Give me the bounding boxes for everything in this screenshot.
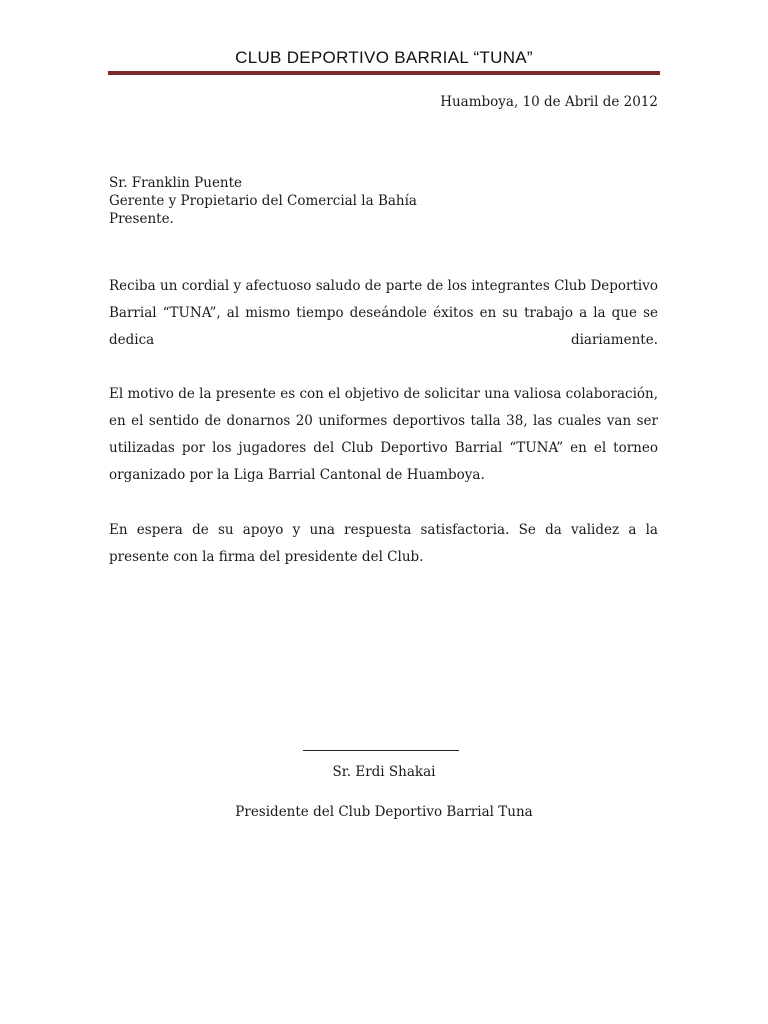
recipient-position: Gerente y Propietario del Comercial la Bahía: [109, 193, 417, 209]
recipient-name: Sr. Franklin Puente: [109, 175, 243, 191]
signature-line: [303, 750, 459, 751]
letterhead-title: CLUB DEPORTIVO BARRIAL “TUNA”: [235, 48, 533, 67]
date-line: Huamboya, 10 de Abril de 2012: [440, 94, 658, 110]
signatory-name: Sr. Erdi Shakai: [332, 764, 436, 780]
greeting-paragraph: Reciba un cordial y afectuoso saludo de parte de los integrantes Club Deportivo Barrial “TUNA”, al mismo tiempo deseándole éxitos en su trabajo a la que se dedica diariamente.: [109, 278, 658, 348]
signatory-title: Presidente del Club Deportivo Barrial Tuna: [235, 804, 533, 820]
recipient-closing: Presente.: [109, 211, 174, 227]
request-paragraph: El motivo de la presente es con el objetivo de solicitar una valiosa colaboración, en el sentido de donarnos 20 uniformes deportivos talla 38, las cuales van ser utilizadas por los jugadores del Club Deportivo Barrial “TUNA” en el torneo organizado por la Liga Barrial Cantonal de Huamboya.: [109, 386, 658, 483]
letterhead-divider: [108, 71, 660, 75]
recipient-block: [109, 174, 417, 228]
closing-paragraph: En espera de su apoyo y una respuesta satisfactoria. Se da validez a la presente con la firma del presidente del Club.: [109, 522, 658, 565]
